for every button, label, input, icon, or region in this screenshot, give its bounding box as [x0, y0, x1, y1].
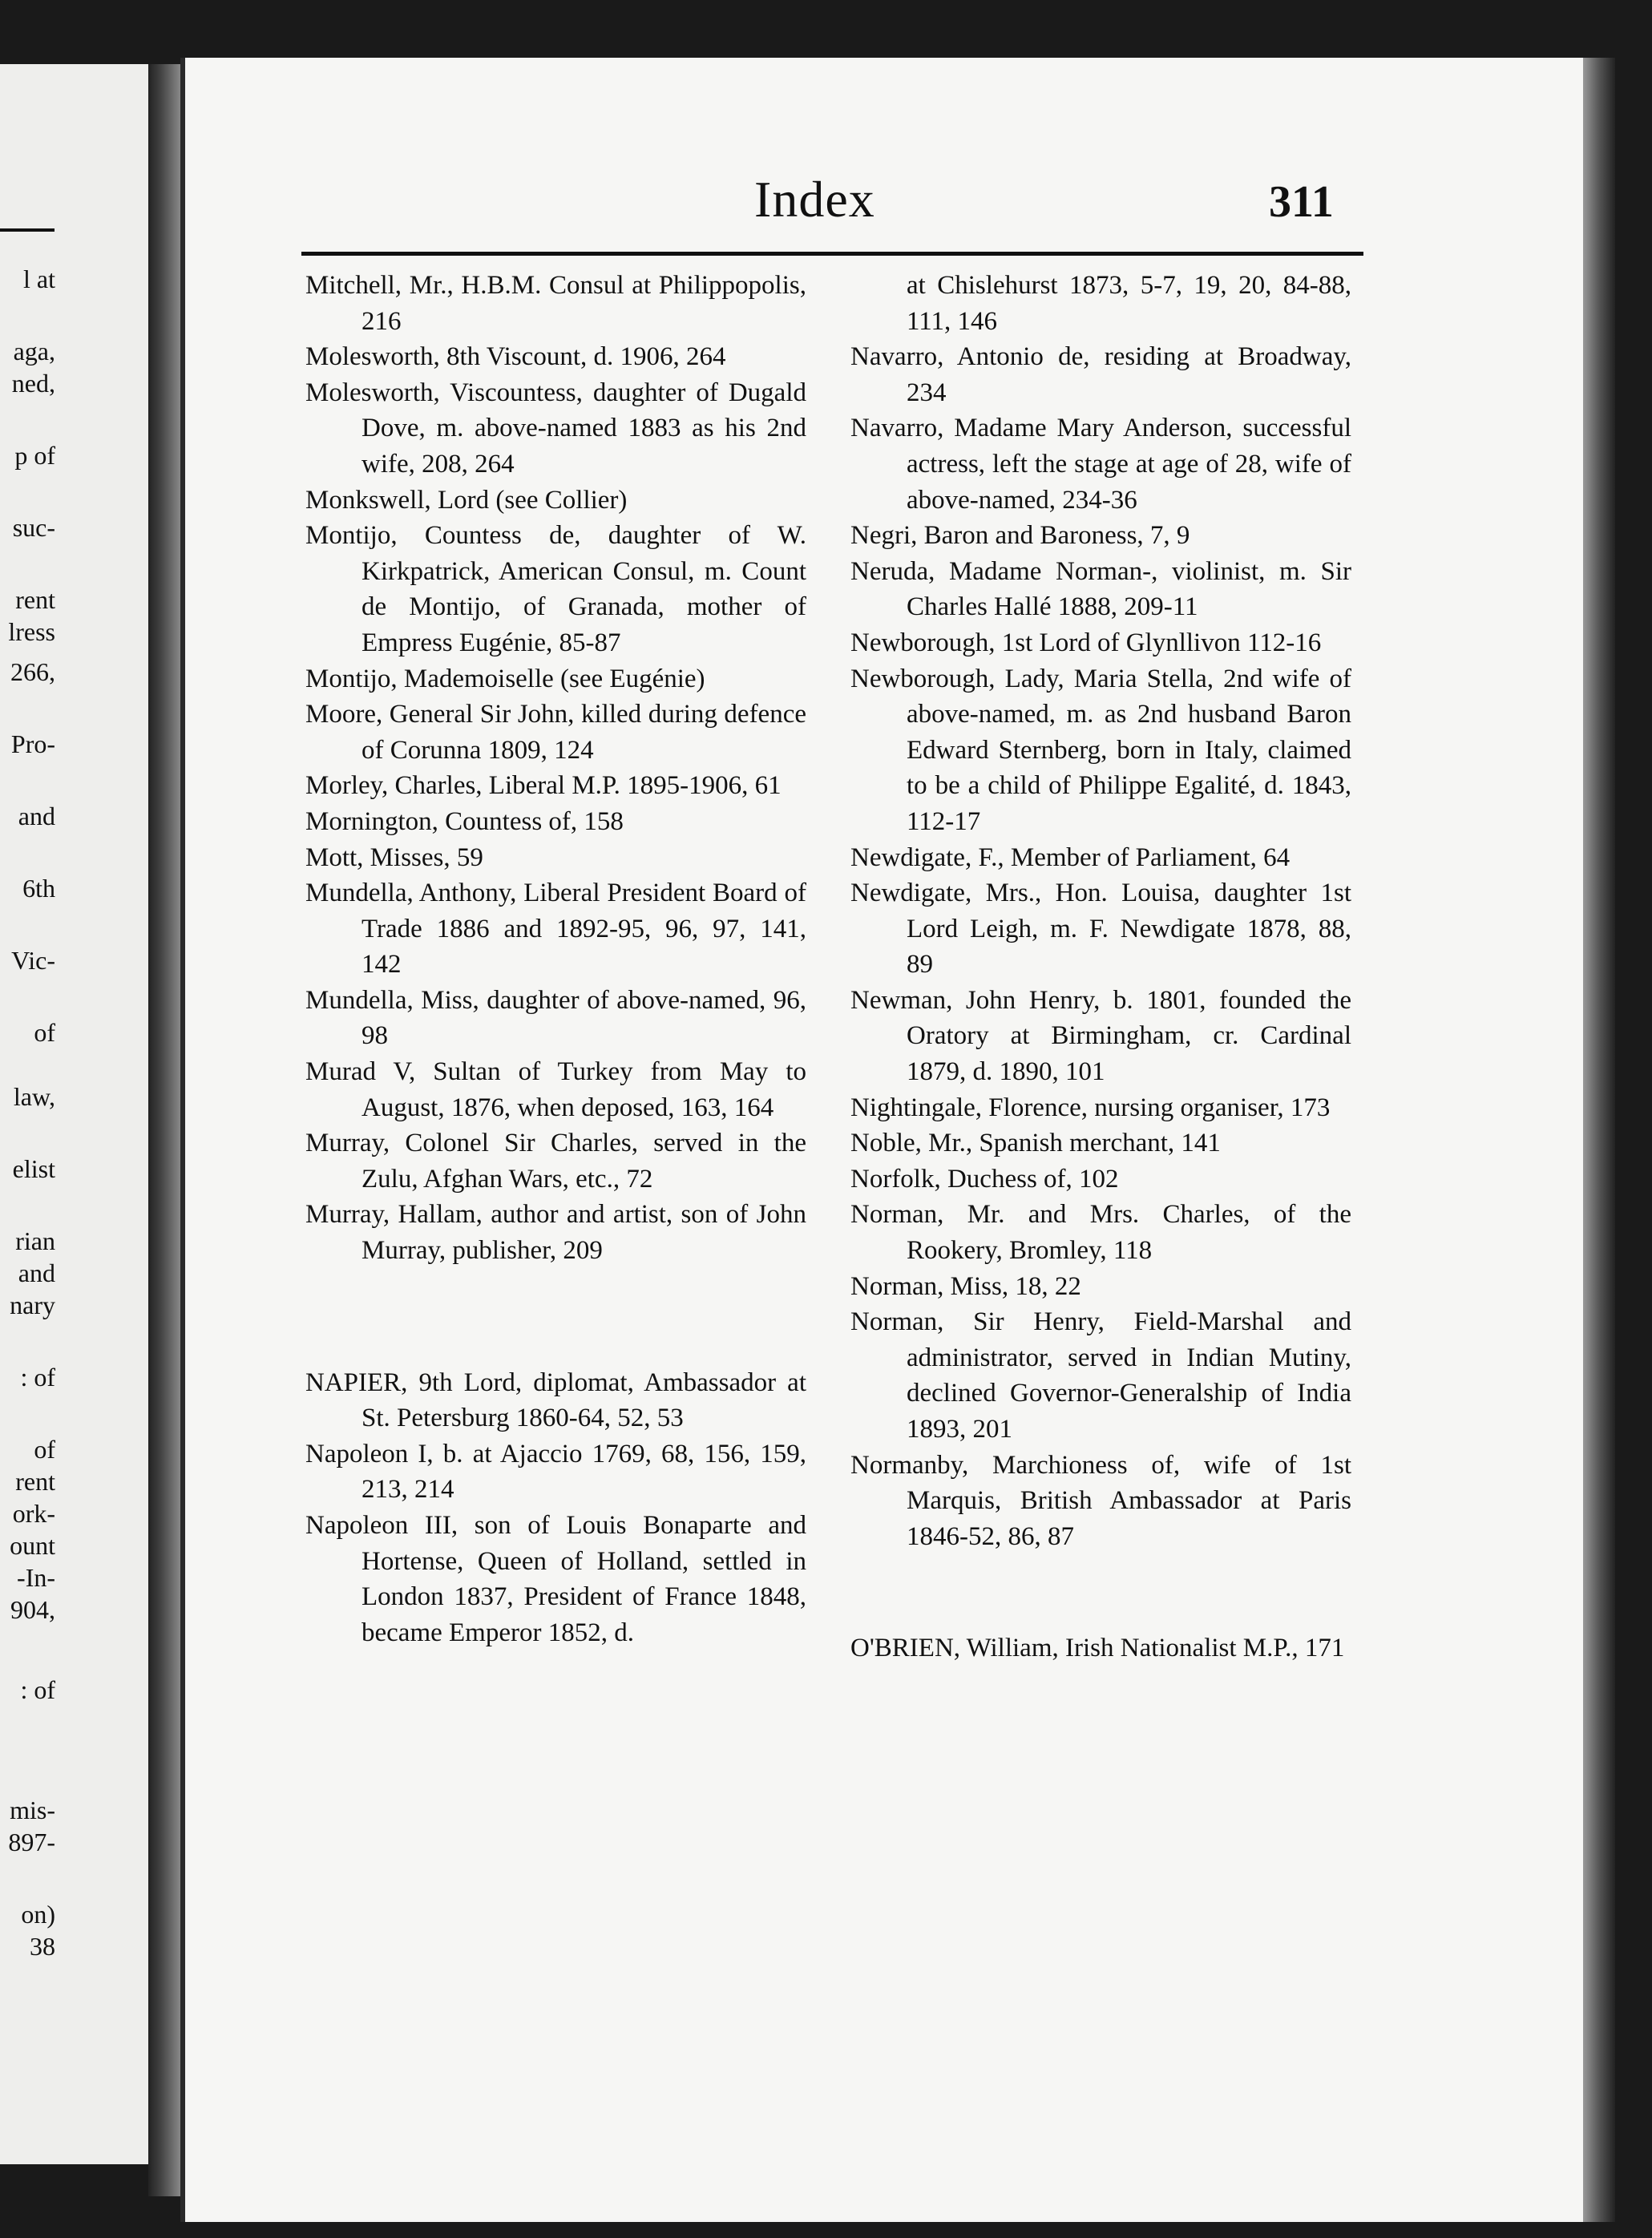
index-entry: Norman, Sir Henry, Field-Marshal and administrator, served in Indian Mutiny, declined Governor-Generalship of India 1893, 201: [850, 1307, 1351, 1444]
index-entry: Murray, Hallam, author and artist, son of John Murray, publisher, 209: [305, 1200, 806, 1266]
page-number: 311: [1269, 177, 1334, 227]
index-entry: Navarro, Antonio de, residing at Broadway, 234: [850, 342, 1351, 407]
page-edge-shadow: [1583, 58, 1615, 2222]
facing-page-line: of: [34, 1435, 55, 1464]
facing-page-line: mis-: [10, 1796, 55, 1824]
facing-page-line: and: [18, 802, 55, 830]
header-rule: [301, 252, 1363, 256]
index-entry: Norman, Mr. and Mrs. Charles, of the Rookery, Bromley, 118: [850, 1200, 1351, 1266]
facing-page-line: Vic-: [11, 946, 55, 975]
facing-page-line: aga,: [13, 337, 55, 366]
book-gutter: [148, 64, 180, 2196]
index-entry: O'BRIEN, William, Irish Nationalist M.P., 171: [850, 1634, 1345, 1663]
index-column-right: [850, 268, 1351, 1666]
index-entry: Newdigate, F., Member of Parliament, 64: [850, 842, 1290, 872]
facing-page-line: Pro-: [10, 729, 55, 758]
index-entry: Nightingale, Florence, nursing organiser, 173: [850, 1093, 1331, 1122]
index-entry: Mitchell, Mr., H.B.M. Consul at Philippopolis, 216: [305, 271, 806, 336]
index-entry: Newborough, Lady, Maria Stella, 2nd wife of above-named, m. as 2nd husband Baron Edward Sternberg, born in Italy, claimed to be a child of Philippe Egalité, d. 1843, 112-17: [850, 664, 1351, 836]
index-entry: Norman, Miss, 18, 22: [850, 1271, 1081, 1301]
facing-page-line: ount: [10, 1531, 55, 1560]
index-entry: Napoleon I, b. at Ajaccio 1769, 68, 156, 159, 213, 214: [305, 1439, 806, 1505]
facing-page-line: 6th: [22, 874, 55, 903]
page-title: Index: [754, 171, 875, 228]
facing-page-rule: [0, 228, 55, 232]
index-entry: Molesworth, Viscountess, daughter of Dugald Dove, m. above-named 1883 as his 2nd wife, 208, 264: [305, 378, 806, 479]
index-column-left: [305, 268, 806, 1650]
facing-page-line: 266,: [10, 657, 55, 686]
facing-page-line: 904,: [10, 1595, 55, 1624]
index-entry: Murray, Colonel Sir Charles, served in the Zulu, Afghan Wars, etc., 72: [305, 1129, 806, 1194]
index-entry: Montijo, Mademoiselle (see Eugénie): [305, 664, 705, 693]
index-entry: Mundella, Miss, daughter of above-named, 96, 98: [305, 985, 806, 1051]
letter-section-gap: [850, 1554, 1351, 1630]
index-entry: Moore, General Sir John, killed during defence of Corunna 1809, 124: [305, 700, 806, 765]
facing-page-line: rian: [15, 1226, 55, 1255]
facing-page-line: ork-: [12, 1499, 55, 1528]
index-entry: Negri, Baron and Baroness, 7, 9: [850, 521, 1190, 551]
index-entry: Newman, John Henry, b. 1801, founded the Oratory at Birmingham, cr. Cardinal 1879, d. 1890, 101: [850, 985, 1351, 1087]
index-entry: Newdigate, Mrs., Hon. Louisa, daughter 1st Lord Leigh, m. F. Newdigate 1878, 88, 89: [850, 879, 1351, 980]
index-entry: Normanby, Marchioness of, wife of 1st Marquis, British Ambassador at Paris 1846-52, 86, 87: [850, 1450, 1351, 1551]
index-entry: Newborough, 1st Lord of Glynllivon 112-16: [850, 628, 1322, 657]
index-entry: Morley, Charles, Liberal M.P. 1895-1906, 61: [305, 771, 782, 801]
index-entry: Monkswell, Lord (see Collier): [305, 485, 628, 515]
facing-page-line: l at: [23, 265, 55, 293]
page-header: [185, 170, 1588, 234]
index-entry: Montijo, Countess de, daughter of W. Kirkpatrick, American Consul, m. Count de Montijo, of Granada, mother of Empress Eugénie, 85-87: [305, 521, 806, 657]
facing-page-line: p of: [14, 441, 55, 470]
index-entry: Navarro, Madame Mary Anderson, successful actress, left the stage at age of 28, wife of above-named, 234-36: [850, 414, 1351, 515]
facing-page-line: of: [34, 1018, 55, 1047]
index-entry: Mornington, Countess of, 158: [305, 806, 624, 836]
facing-page-line: suc-: [12, 513, 55, 542]
index-entry: Mundella, Anthony, Liberal President Board of Trade 1886 and 1892-95, 96, 97, 141, 142: [305, 879, 806, 980]
facing-page-line: on): [21, 1900, 55, 1929]
index-entry: Noble, Mr., Spanish merchant, 141: [850, 1129, 1221, 1158]
letter-section-gap: [305, 1269, 806, 1365]
facing-page-line: nary: [10, 1291, 55, 1319]
facing-page-line: elist: [12, 1154, 55, 1183]
facing-page-line: -In-: [17, 1563, 55, 1592]
facing-page-line: law,: [13, 1082, 55, 1111]
index-entry: Neruda, Madame Norman-, violinist, m. Sir Charles Hallé 1888, 209-11: [850, 556, 1351, 622]
facing-page-line: lress: [8, 617, 55, 646]
facing-page-line: 38: [30, 1932, 55, 1961]
index-entry: Norfolk, Duchess of, 102: [850, 1164, 1119, 1194]
facing-page-line: rent: [15, 1467, 55, 1496]
facing-page-line: ned,: [11, 369, 55, 398]
index-entry: Murad V, Sultan of Turkey from May to August, 1876, when deposed, 163, 164: [305, 1057, 806, 1122]
facing-page-line: : of: [20, 1675, 55, 1704]
index-entry: Napoleon III, son of Louis Bonaparte and Hortense, Queen of Holland, settled in London 1837, President of France 1848, became Emperor 1852, d.: [305, 1511, 806, 1647]
facing-page-line: 897-: [8, 1828, 55, 1856]
facing-page-line: rent: [15, 585, 55, 614]
index-entry-continued: at Chislehurst 1873, 5-7, 19, 20, 84-88, 111, 146: [907, 271, 1351, 336]
index-page: [180, 58, 1588, 2222]
facing-page-line: and: [18, 1258, 55, 1287]
facing-page-line: : of: [20, 1363, 55, 1392]
facing-page-fragment: [0, 64, 148, 2164]
index-entry: NAPIER, 9th Lord, diplomat, Ambassador at St. Petersburg 1860-64, 52, 53: [305, 1367, 806, 1433]
index-entry: Molesworth, 8th Viscount, d. 1906, 264: [305, 342, 726, 372]
index-entry: Mott, Misses, 59: [305, 842, 483, 872]
